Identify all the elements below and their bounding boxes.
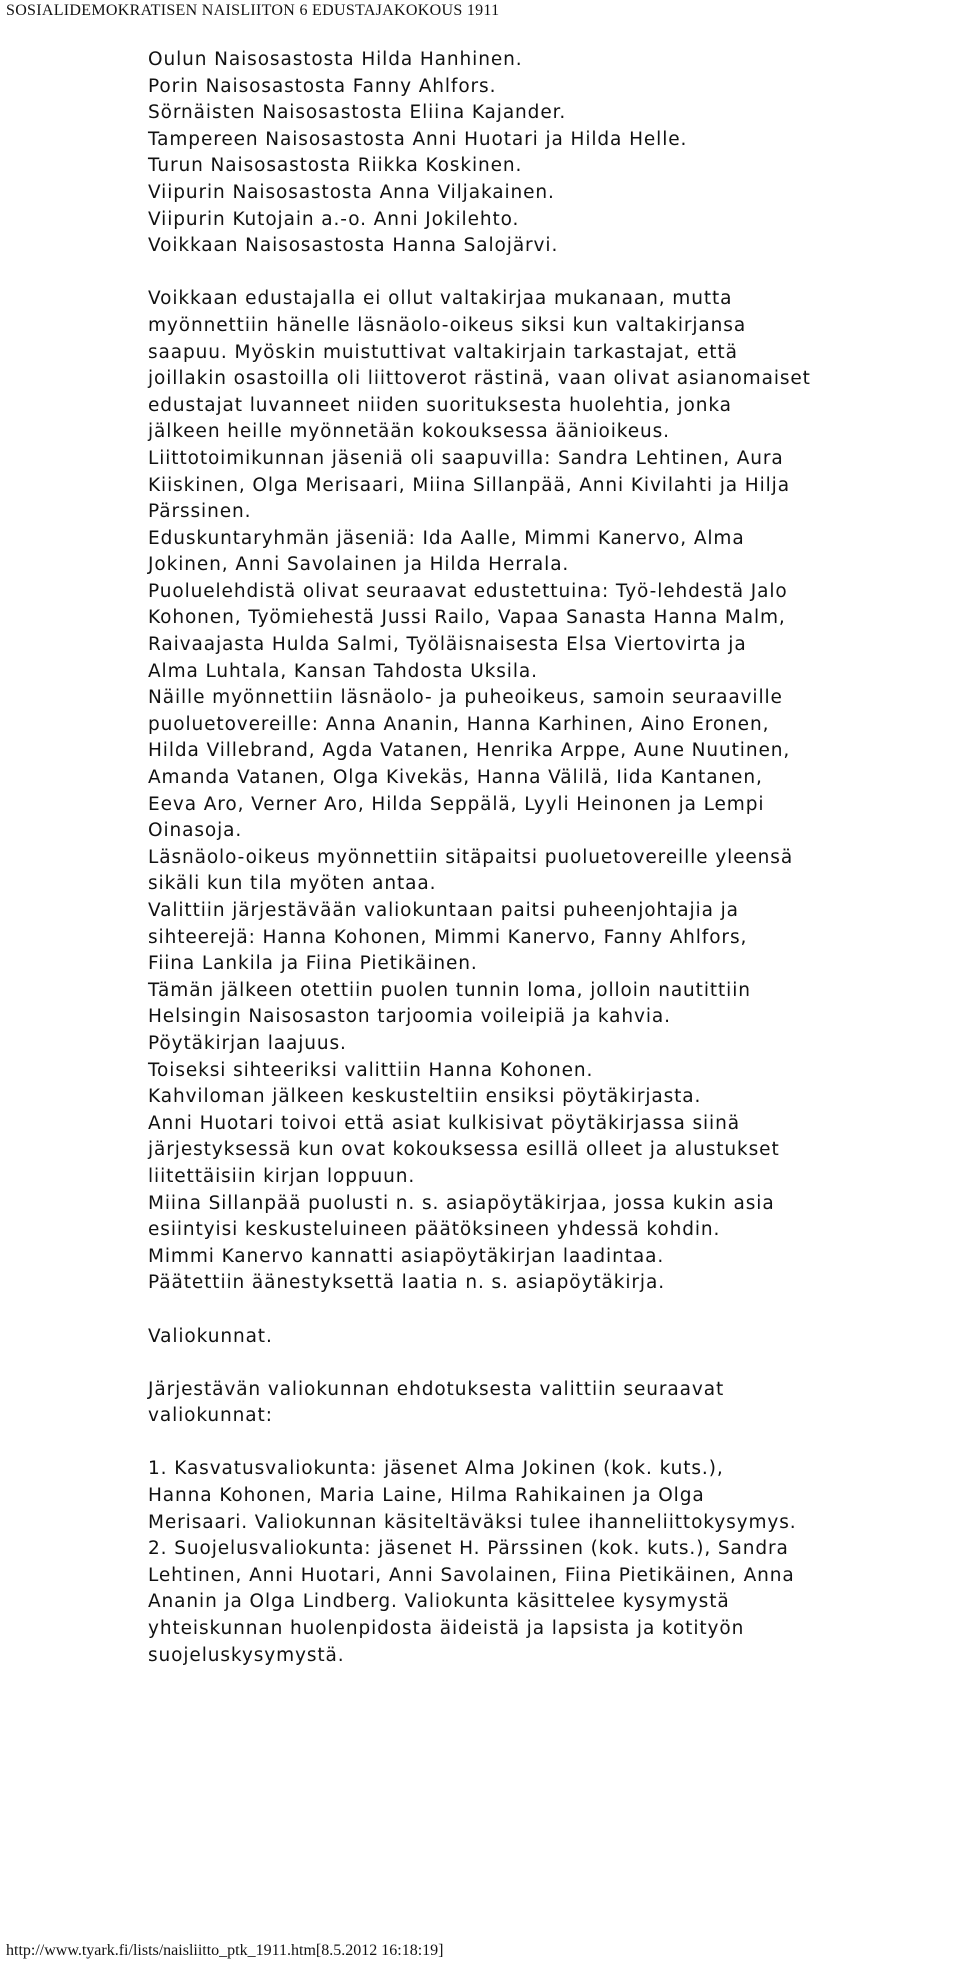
text-line: Voikkaan Naisosastosta Hanna Salojärvi.	[148, 235, 559, 257]
text-line: Voikkaan edustajalla ei ollut valtakirjaa mukanaan, mutta	[148, 288, 733, 310]
text-line: Jokinen, Anni Savolainen ja Hilda Herrala.	[148, 554, 570, 576]
text-line: Miina Sillanpää puolusti n. s. asiapöytäkirjaa, jossa kukin asia	[148, 1192, 775, 1214]
blank-line	[148, 1430, 948, 1457]
text-line: Päätettiin äänestyksettä laatia n. s. asiapöytäkirja.	[148, 1272, 665, 1294]
text-line: sihteerejä: Hanna Kohonen, Mimmi Kanervo, Fanny Ahlfors,	[148, 926, 748, 948]
text-line: Mimmi Kanervo kannatti asiapöytäkirjan laadintaa.	[148, 1245, 665, 1267]
text-line: valiokunnat:	[148, 1405, 273, 1427]
text-line: Valittiin järjestävään valiokuntaan paitsi puheenjohtajia ja	[148, 900, 739, 921]
text-line: saapuu. Myöskin muistuttivat valtakirjain tarkastajat, että	[148, 341, 738, 363]
text-line: myönnettiin hänelle läsnäolo-oikeus siksi kun valtakirjansa	[148, 314, 747, 336]
text-line: Viipurin Kutojain a.-o. Anni Jokilehto.	[148, 208, 520, 230]
page-header: SOSIALIDEMOKRATISEN NAISLIITON 6 EDUSTAJAKOKOUS 1911	[6, 2, 500, 19]
text-line: suojeluskysymystä.	[148, 1644, 345, 1666]
text-line: sikäli kun tila myöten antaa.	[148, 873, 437, 895]
text-line: Läsnäolo-oikeus myönnettiin sitäpaitsi puoluetovereille yleensä	[148, 846, 794, 868]
text-line: Porin Naisosastosta Fanny Ahlfors.	[148, 75, 497, 97]
text-line: Viipurin Naisosastosta Anna Viljakainen.	[148, 181, 555, 203]
document-body	[148, 47, 948, 1669]
text-line: Raivaajasta Hulda Salmi, Työläisnaisesta Elsa Viertovirta ja	[148, 634, 747, 656]
text-line: Puoluelehdistä olivat seuraavat edustettuina: Työ-lehdestä Jalo	[148, 580, 788, 602]
text-line: Oinasoja.	[148, 820, 243, 842]
text-line: esiintyisi keskusteluineen päätöksineen yhdessä kohdin.	[148, 1219, 721, 1241]
text-line: Valiokunnat.	[148, 1325, 273, 1347]
text-line: edustajat luvanneet niiden suorituksesta huolehtia, jonka	[148, 394, 732, 416]
text-line: Kohonen, Työmiehestä Jussi Railo, Vapaa Sanasta Hanna Malm,	[148, 607, 786, 629]
text-line: Merisaari. Valiokunnan käsiteltäväksi tulee ihanneliittokysymys.	[148, 1511, 797, 1533]
blank-line	[148, 1297, 948, 1324]
text-line: Alma Luhtala, Kansan Tahdosta Uksila.	[148, 660, 538, 682]
text-line: joillakin osastoilla oli liittoverot rästinä, vaan olivat asianomaiset	[148, 368, 811, 390]
text-line: Anni Huotari toivoi että asiat kulkisivat pöytäkirjassa siinä	[148, 1112, 740, 1134]
text-line: Hilda Villebrand, Agda Vatanen, Henrika Arppe, Aune Nuutinen,	[148, 740, 791, 762]
text-line: Eduskuntaryhmän jäseniä: Ida Aalle, Mimmi Kanervo, Alma	[148, 527, 745, 549]
page-footer-url: http://www.tyark.fi/lists/naisliitto_ptk_1911.htm[8.5.2012 16:18:19]	[6, 1942, 444, 1959]
text-line: Tampereen Naisosastosta Anni Huotari ja Hilda Helle.	[148, 128, 688, 150]
text-line: järjestyksessä kun ovat kokouksessa esillä olleet ja alustukset	[148, 1139, 780, 1161]
text-line: Tämän jälkeen otettiin puolen tunnin loma, jolloin nautittiin	[148, 979, 751, 1001]
text-line: Eeva Aro, Verner Aro, Hilda Seppälä, Lyyli Heinonen ja Lempi	[148, 793, 765, 815]
text-line: yhteiskunnan huolenpidosta äideistä ja lapsista ja kotityön	[148, 1618, 745, 1640]
text-line: Järjestävän valiokunnan ehdotuksesta valittiin seuraavat	[148, 1378, 725, 1400]
text-line: puoluetovereille: Anna Ananin, Hanna Karhinen, Aino Eronen,	[148, 713, 770, 735]
text-line: 2. Suojelusvaliokunta: jäsenet H. Pärssinen (kok. kuts.), Sandra	[148, 1538, 789, 1560]
text-line: Kahviloman jälkeen keskusteltiin ensiksi pöytäkirjasta.	[148, 1086, 702, 1108]
blank-line	[148, 1350, 948, 1377]
text-line: Turun Naisosastosta Riikka Koskinen.	[148, 155, 523, 177]
blank-line	[148, 260, 948, 287]
text-line: Amanda Vatanen, Olga Kivekäs, Hanna Välilä, Iida Kantanen,	[148, 767, 763, 789]
text-line: Pärssinen.	[148, 501, 252, 523]
text-line: 1. Kasvatusvaliokunta: jäsenet Alma Jokinen (kok. kuts.),	[148, 1458, 724, 1480]
text-line: Oulun Naisosastosta Hilda Hanhinen.	[148, 49, 523, 70]
text-line: Ananin ja Olga Lindberg. Valiokunta käsittelee kysymystä	[148, 1591, 730, 1613]
text-line: Liittotoimikunnan jäseniä oli saapuvilla: Sandra Lehtinen, Aura	[148, 447, 784, 469]
text-line: Lehtinen, Anni Huotari, Anni Savolainen, Fiina Pietikäinen, Anna	[148, 1564, 795, 1586]
text-line: Sörnäisten Naisosastosta Eliina Kajander.	[148, 102, 567, 124]
text-line: Hanna Kohonen, Maria Laine, Hilma Rahikainen ja Olga	[148, 1485, 705, 1507]
text-line: liitettäisiin kirjan loppuun.	[148, 1165, 416, 1187]
text-line: Helsingin Naisosaston tarjoomia voileipiä ja kahvia.	[148, 1006, 671, 1028]
text-line: Kiiskinen, Olga Merisaari, Miina Sillanpää, Anni Kivilahti ja Hilja	[148, 474, 790, 496]
text-line: jälkeen heille myönnetään kokouksessa äänioikeus.	[148, 421, 670, 443]
text-line: Näille myönnettiin läsnäolo- ja puheoikeus, samoin seuraaville	[148, 687, 783, 709]
text-line: Pöytäkirjan laajuus.	[148, 1032, 347, 1054]
text-line: Fiina Lankila ja Fiina Pietikäinen.	[148, 953, 478, 975]
text-line: Toiseksi sihteeriksi valittiin Hanna Kohonen.	[148, 1059, 594, 1081]
